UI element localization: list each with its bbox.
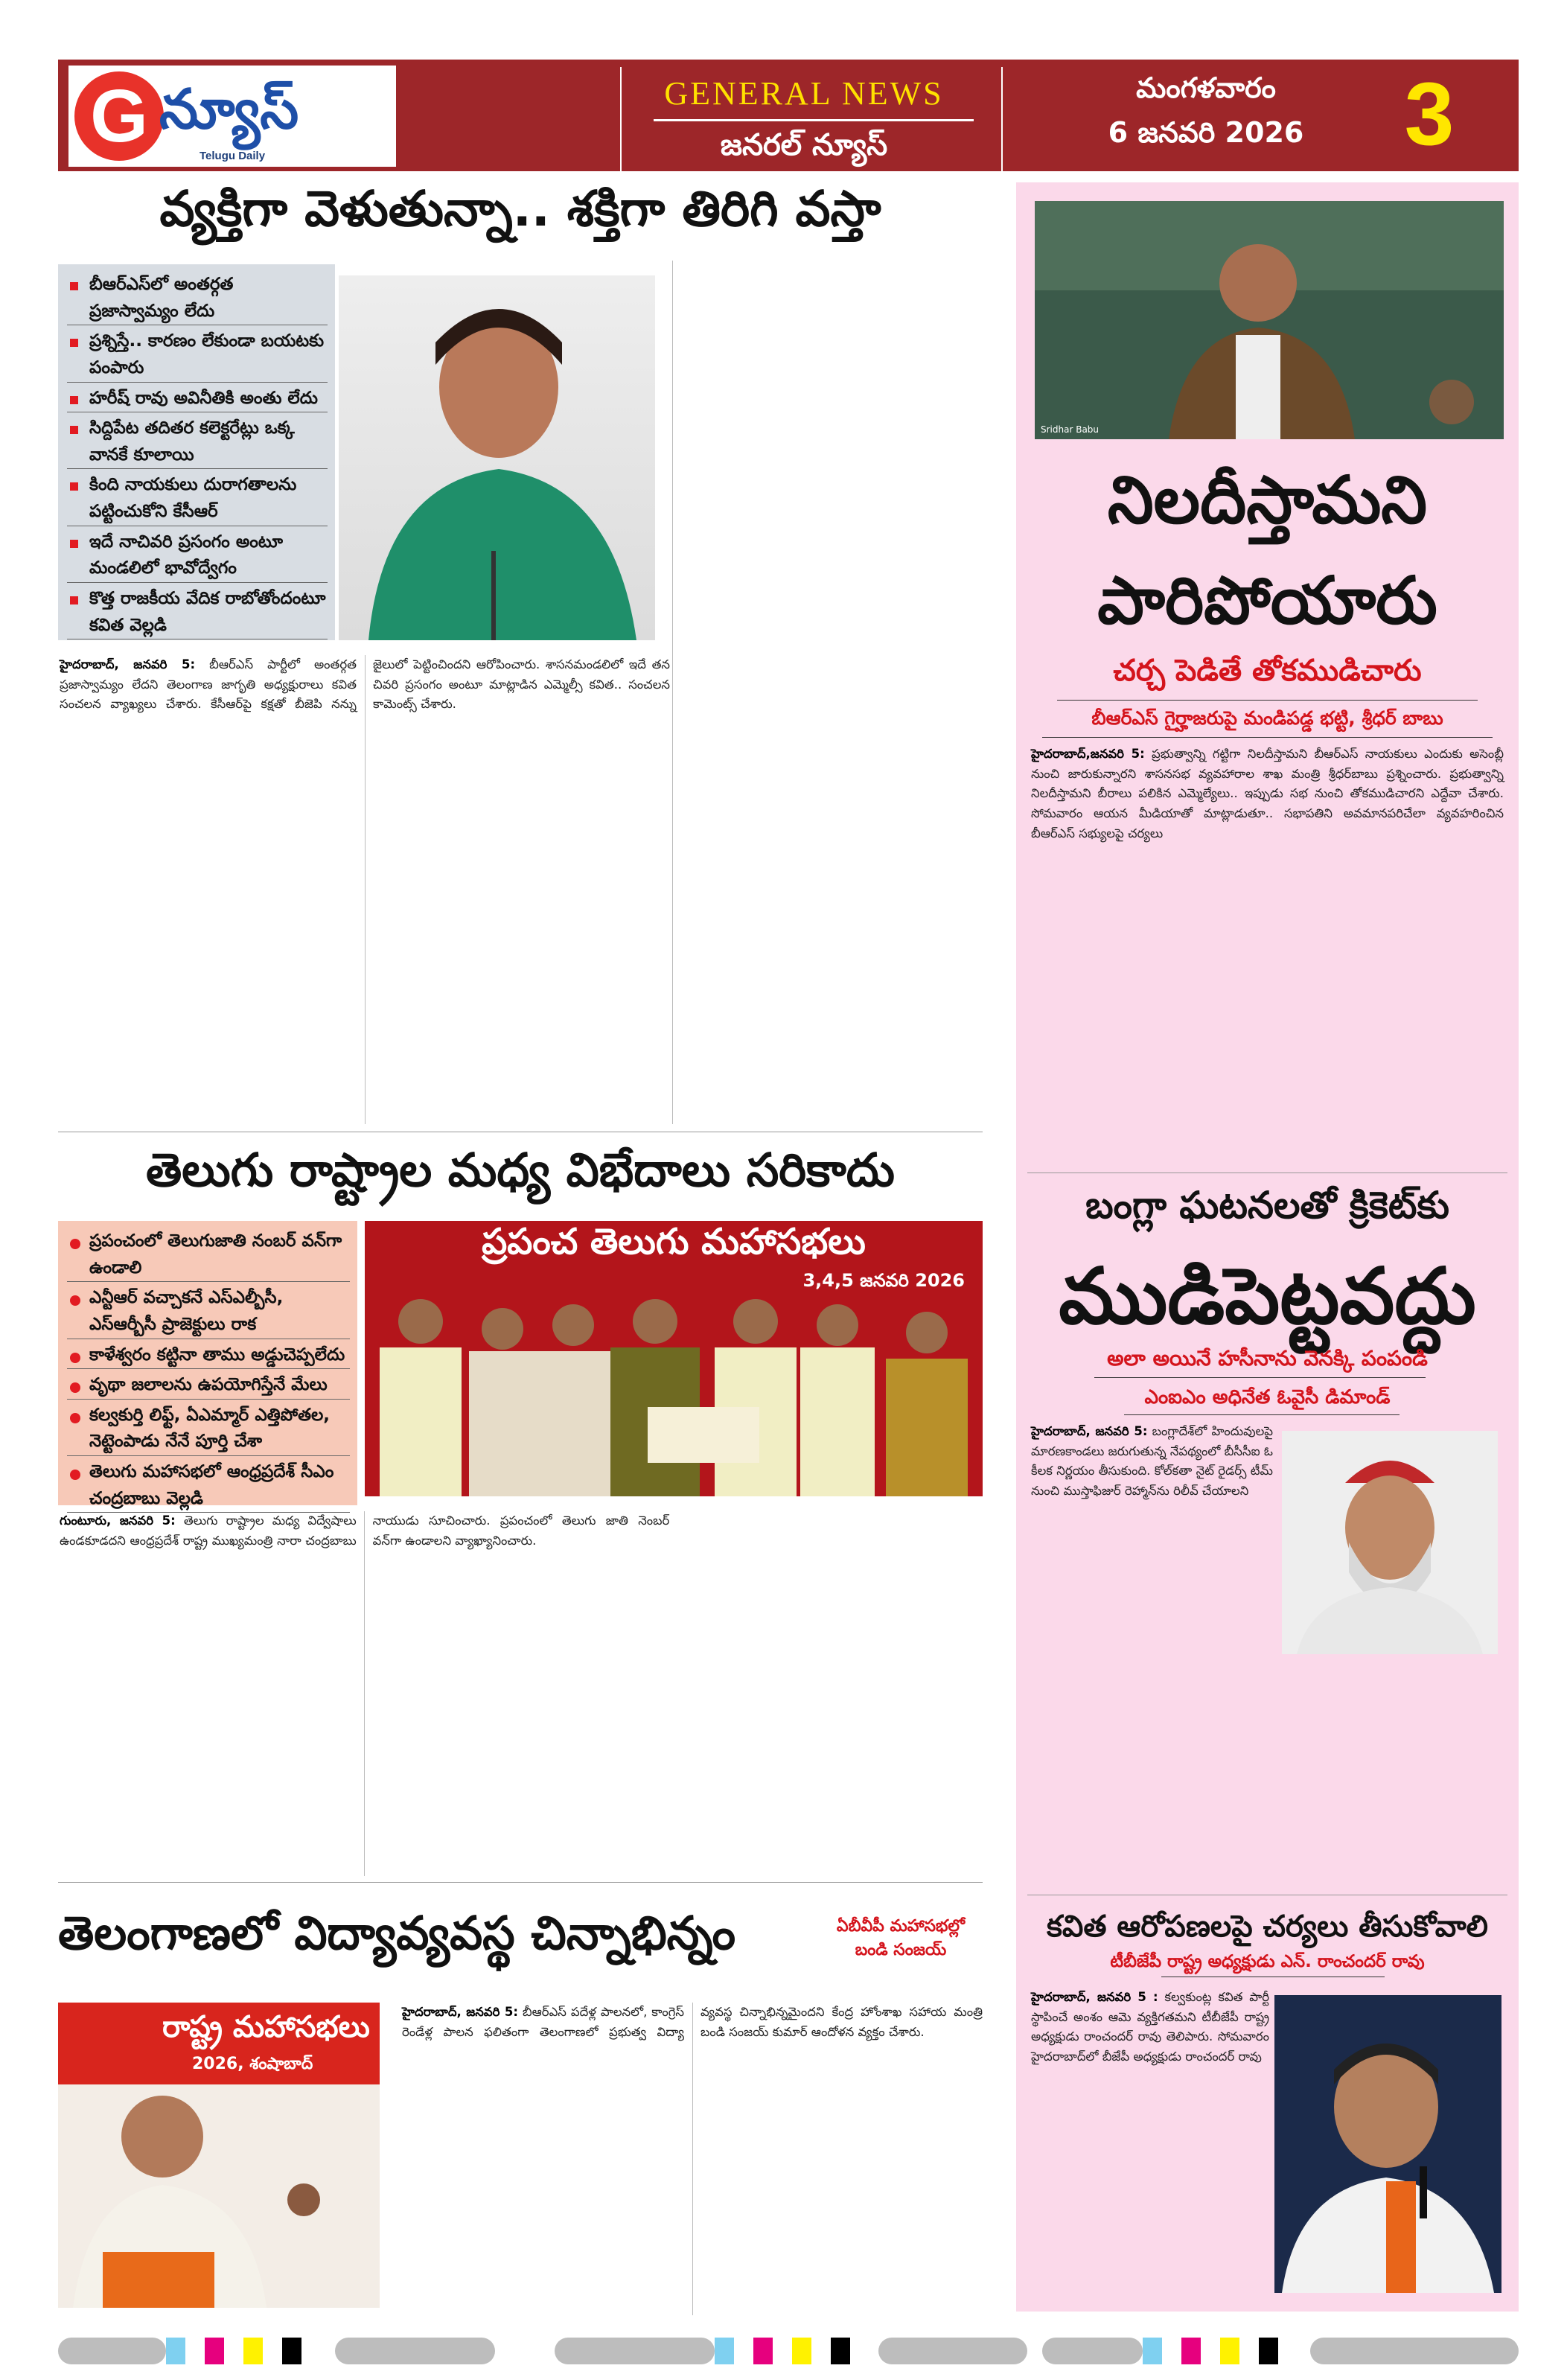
portrait-image [1282,1431,1498,1654]
owaisi-photo [1282,1431,1498,1654]
sidebar-story2-subhead2: ఎంఐఎం అధినేత ఓవైసీ డిమాండ్ [1144,1386,1391,1408]
highlight-item: ప్రపంచంలో తెలుగుజాతి నంబర్ వన్‌గా ఉండాలి [67,1228,350,1282]
sidebar-story1-subhead2: బీఆర్‌ఎస్ గైర్హాజరుపై మండిపడ్డ భట్టి, శ్రీధర్ బాబు [1091,707,1443,729]
logo-text: న్యూస్ [159,78,299,140]
dateline: హైదరాబాద్, జనవరి 5: [60,657,196,671]
sidebar-story3-subhead: టీబీజేపీ రాష్ట్ర అధ్యక్షుడు ఎన్. రాంచందర్ రావు [1110,1952,1425,1971]
highlight-item: బీఆర్‌ఎస్‌లో అంతర్గత ప్రజాస్వామ్యం లేదు [67,272,328,325]
divider [1001,67,1003,171]
print-registration-bar [1310,2338,1519,2364]
logo [68,66,396,167]
story1-headline: వ్యక్తిగా వెళుతున్నా.. శక్తిగా తిరిగి వస్తా [159,180,881,237]
divider [58,1882,983,1883]
highlight-item: కల్వకుర్తి లిఫ్ట్, ఏఎమ్మార్ ఎత్తిపోతల, నెట్టెంపాడు నేనే పూర్తి చేశా [67,1403,350,1456]
print-registration-bar [58,2338,166,2364]
highlight-item: ఎన్టీఆర్ వచ్చాకనే ఎస్ఎల్బీసీ, ఎస్ఆర్బీసీ ప్రాజెక్టులు రాక [67,1285,350,1339]
photo-dates: 3,4,5 జనవరి 2026 [800,1270,968,1295]
sidebar-story3-body [1031,1988,1269,2300]
sidebar-story1-headline-line2: పారిపోయారు [1097,562,1437,639]
dateline: గుంటూరు, జనవరి 5: [60,1513,176,1528]
section-title-en: GENERAL NEWS [664,75,944,112]
divider [1094,1377,1426,1378]
divider [654,119,974,121]
logo-tagline: Telugu Daily [200,150,266,162]
issue-date: 6 జనవరి 2026 [1108,116,1304,149]
story3-text: బీఆర్‌ఎస్ పదేళ్ల పాలనలో, కాంగ్రెస్ రెండేళ్ల పాలన ఫలితంగా తెలంగాణలో ప్రభుత్వ విద్యా వ్యవస్థ చిన్నాభిన్నమైందని కేంద్ర హోంశాఖ సహాయ మంత్రి బండి సంజయ్ కుమార్ ఆందోళన వ్యక్తం చేశారు. [402,2005,983,2039]
woman-portrait-image [339,275,655,640]
sidebar-story3-headline: కవిత ఆరోపణలపై చర్యలు తీసుకోవాలి [1047,1910,1488,1944]
story2-text: తెలుగు రాష్ట్రాల మధ్య విద్వేషాలు ఉండకూడదని ఆంధ్రప్రదేశ్ రాష్ట్ర ముఖ్యమంత్రి నారా చంద్రబాబు నాయుడు సూచించారు. ప్రపంచంలో తెలుగు జాతి నెంబర్ వన్‌గా ఉండాలని వ్యాఖ్యానించారు. [60,1513,670,1548]
highlight-item: ఇదే నాచివరి ప్రసంగం అంటూ మండలిలో భావోద్వేగం [67,529,328,583]
story2-headline: తెలుగు రాష్ట్రాల మధ్య విభేదాలు సరికాదు [146,1143,895,1197]
page-number: 3 [1404,64,1455,164]
photo-date: 2026, శంషాబాద్ [192,2055,313,2073]
story2-photo [365,1221,983,1496]
story3-subhead: ఏబీవీపీ మహాసభల్లో బండి సంజయ్ [836,1917,966,1959]
weekday: మంగళవారం [1136,71,1276,104]
highlight-item: కొత్త రాజకీయ వేదిక రాబోతోందంటూ కవిత వెల్లడి [67,586,328,639]
story1-photo [339,275,655,640]
sidebar-story2-text: బంగ్లాదేశ్‌లో హిందువులపై మారణకాండలు జరుగుతున్న నేపథ్యంలో బీసీసీఐ ఓ కీలక నిర్ణయం తీసుకుంది. కోల్‌కతా నైట్ రైడర్స్ టీమ్ నుంచి ముస్తాఫిజుర్ రెహ్మాన్‌ను రిలీవ్ చేయాలని [1031,1424,1273,1499]
color-swatches [166,2338,321,2364]
photo-banner: ప్రపంచ తెలుగు మహాసభలు [482,1221,866,1263]
highlight-item: కాళేశ్వరం కట్టినా తాము అడ్డుచెప్పలేదు [67,1342,350,1370]
story1-text: బీఆర్‌ఎస్ పార్టీలో అంతర్గత ప్రజాస్వామ్యం లేదని తెలంగాణ జాగృతి అధ్యక్షురాలు కవిత సంచలన వ్యాఖ్యలు చేశారు. కేసీఆర్‌పై కక్షతో బీజెపి నన్ను జైలులో పెట్టించిందని ఆరోపించారు. శాసనమండలిలో ఇదే తన చివరి ప్రసంగం అంటూ మాట్లాడిన ఎమ్మెల్సీ కవిత.. సంచలన కామెంట్స్ చేశారు. [60,657,670,712]
highlight-item: ప్రశ్నిస్తే.. కారణం లేకుండా బయటకు పంపారు [67,328,328,382]
sidebar-story2-subhead: అలా అయినే హసీనాను వెనక్కి పంపండి [1107,1346,1428,1371]
print-registration-bar [555,2338,715,2364]
story2-body [60,1511,983,1876]
story1-highlights [58,264,335,640]
divider [1057,700,1478,701]
sidebar-story2-headline: ముడిపెట్టవద్దు [1059,1251,1476,1341]
story1-body [60,655,670,1124]
sidebar-story2-kicker: బంగ్లా ఘటనలతో క్రికెట్‌కు [1085,1184,1449,1227]
dateline: హైదరాబాద్,జనవరి 5: [1031,747,1145,761]
section-title-te: జనరల్ న్యూస్ [720,128,888,162]
story3-photo [58,2003,380,2308]
dateline: హైదరాబాద్, జనవరి 5: [1031,1424,1148,1438]
photo-banner: రాష్ట్ర మహాసభలు [162,2010,370,2044]
highlight-item: కింది నాయకులు దురాగతాలను పట్టించుకోని కేసీఆర్ [67,472,328,526]
column-rule [672,261,673,1124]
logo-letter: G [74,71,164,161]
dateline: హైదరాబాద్, జనవరి 5: [402,2005,518,2019]
story3-headline: తెలంగాణలో విద్యావ్యవస్థ చిన్నాభిన్నం [58,1906,736,1960]
sidebar-story1-headline-line1: నిలదీస్తామని [1107,462,1428,538]
minister-speaking-image [1035,201,1504,439]
highlight-item: వృథా జలాలను ఉపయోగిస్తేనే మేలు [67,1372,350,1400]
divider [1042,737,1493,738]
color-swatches [715,2338,869,2364]
sidebar-story1-text: ప్రభుత్వాన్ని గట్టిగా నిలదీస్తామని బీఆర్‌ఎస్ నాయకులు ఎందుకు అసెంబ్లీ నుంచి జారుకున్నారని శాసనసభ వ్యవహారాల శాఖ మంత్రి శ్రీధర్‌బాబు ప్రశ్నించారు. ప్రభుత్వాన్ని నిలదీస్తామని బీరాలు పలికిన ఎమ్మెల్యేలు.. ఇప్పుడు సభ నుంచి తోకముడిచారని ఎద్దేవా చేశారు. సోమవారం ఆయన మీడియాతో మాట్లాడుతూ.. సభాపతిని అవమానపరిచేలా వ్యవహరించిన బీఆర్‌ఎస్ సభ్యులపై చర్యలు [1031,747,1504,840]
ramchander-photo [1274,1995,1501,2293]
sidebar-story3-text: కల్వకుంట్ల కవిత పార్టీ స్థాపించే అంశం ఆమె వ్యక్తిగతమని టీబీజేపీ రాష్ట్ర అధ్యక్షుడు రాంచందర్ రావు తెలిపారు. సోమవారం హైదరాబాద్‌లో బీజేపీ అధ్యక్షుడు రాంచందర్ రావు [1031,1990,1270,2064]
dateline: హైదరాబాద్, జనవరి 5 : [1031,1990,1158,2004]
photo-credit: Sridhar Babu [1041,424,1100,435]
sidebar-photo [1035,201,1504,439]
print-registration-bar [878,2338,1027,2364]
sidebar-story2-body [1031,1422,1273,1660]
divider [1124,1414,1400,1415]
story2-highlights [58,1221,357,1508]
print-registration-bar [335,2338,495,2364]
story3-body [402,2003,983,2315]
highlight-item: తెలుగు మహాసభలో ఆంధ్రప్రదేశ్ సీఎం చంద్రబాబు వెల్లడి [67,1459,350,1513]
highlight-item: సిద్దిపేట తదితర కలెక్టరేట్లు ఒక్క వానకే కూలాయి [67,415,328,469]
sidebar-story1-subhead: చర్చ పెడితే తోకముడిచారు [1113,654,1422,688]
print-registration-bar [1042,2338,1143,2364]
sidebar-story1-body [1031,744,1504,1161]
portrait-image [1274,1995,1501,2293]
highlight-item: హరీష్ రావు అవినీతికి అంతు లేదు [67,386,328,413]
color-swatches [1143,2338,1298,2364]
